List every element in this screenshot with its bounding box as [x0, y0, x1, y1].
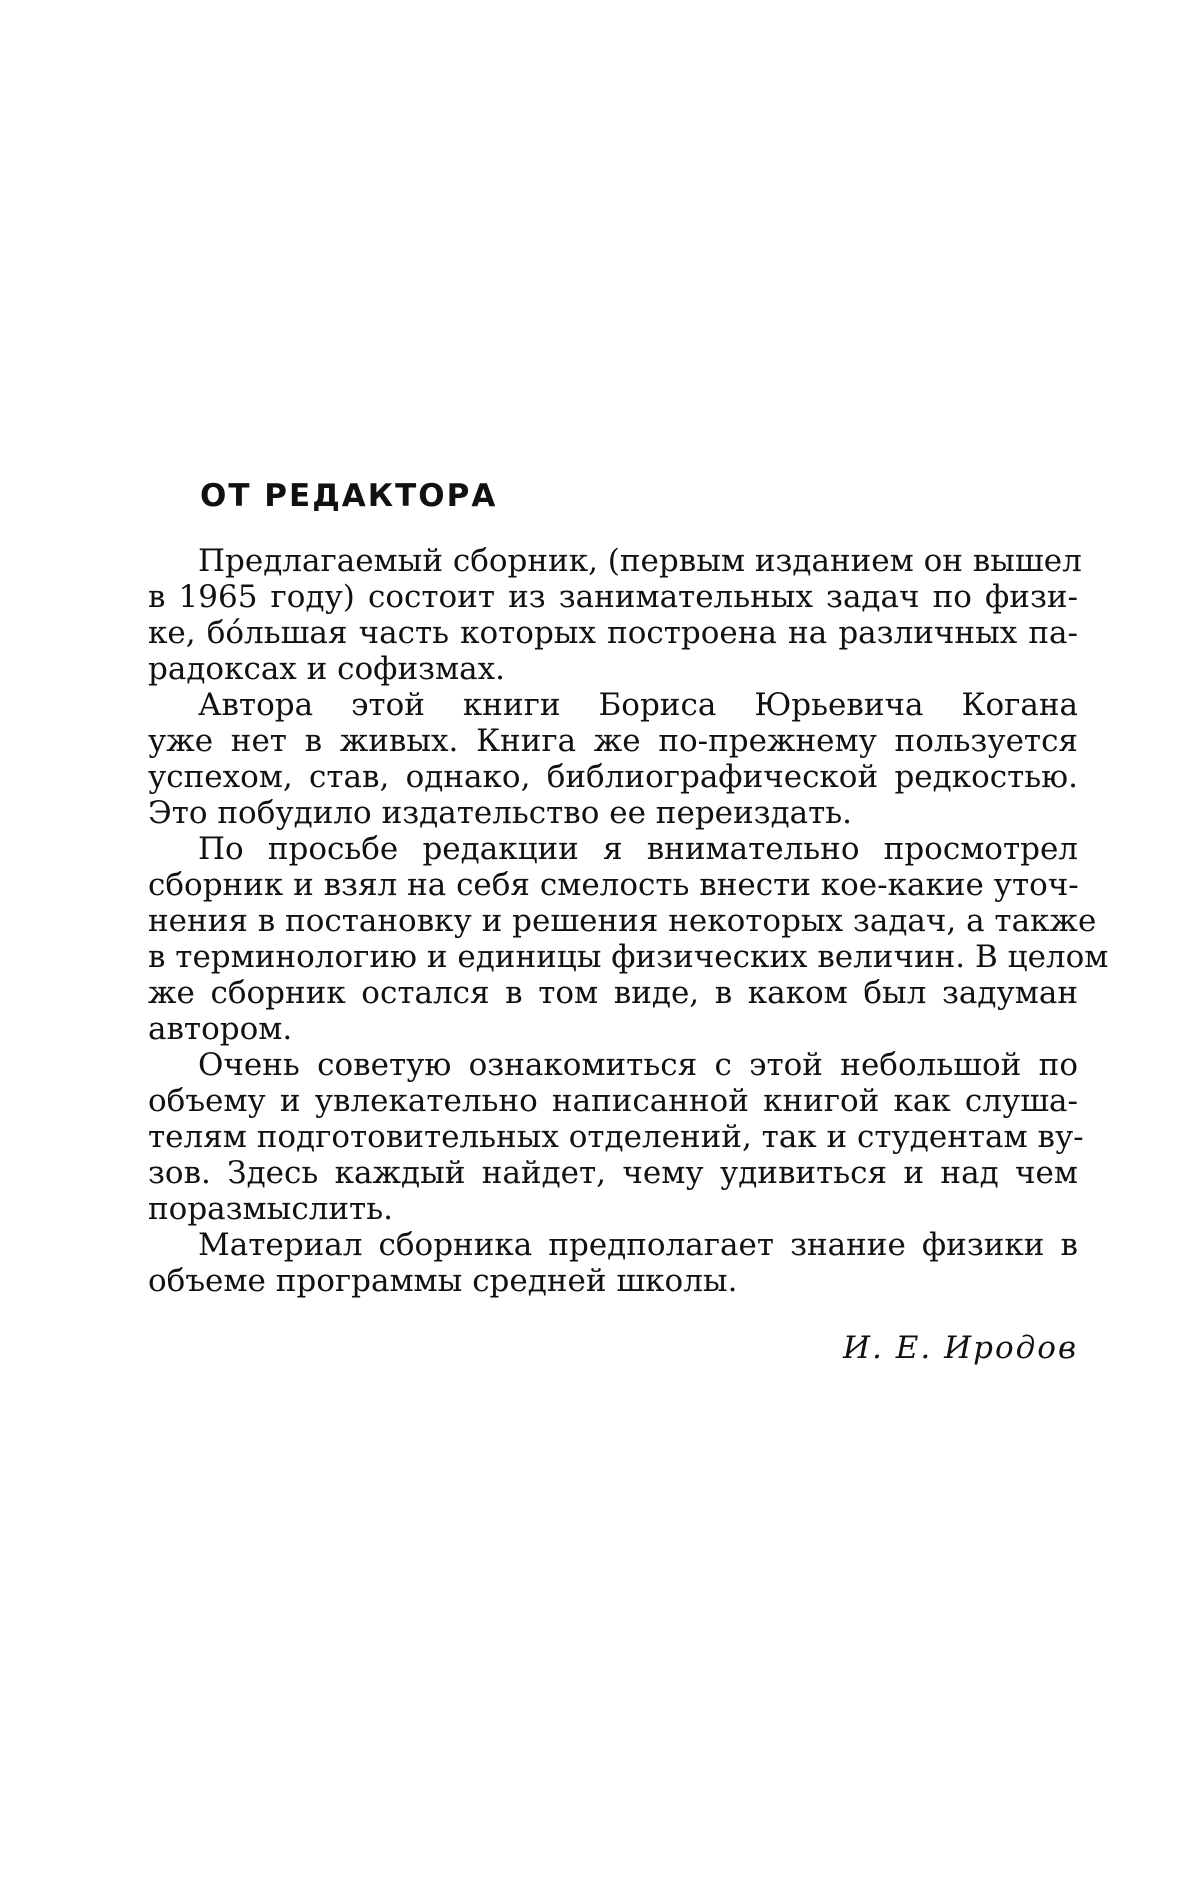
text-line: же сборник остался в том виде, в каком был задуман — [148, 975, 1078, 1011]
text-line: зов. Здесь каждый найдет, чему удивиться и над чем — [148, 1155, 1078, 1191]
text-line: нения в постановку и решения некоторых задач, а также — [148, 903, 1097, 939]
text-line: поразмыслить. — [148, 1191, 393, 1227]
text-line: сборник и взял на себя смелость внести кое-какие уточ- — [148, 867, 1079, 903]
text-line: Предлагаемый сборник, (первым изданием он вышел — [198, 543, 1082, 579]
text-line: телям подготовительных отделений, так и студентам ву- — [148, 1119, 1084, 1155]
editor-signature: И. Е. Иродов — [843, 1330, 1078, 1366]
text-line: Очень советую ознакомиться с этой небольшой по — [198, 1047, 1078, 1083]
text-line: успехом, став, однако, библиографической редкостью. — [148, 759, 1078, 795]
text-line: По просьбе редакции я внимательно просмотрел — [198, 831, 1078, 867]
text-line: автором. — [148, 1011, 293, 1047]
text-line: уже нет в живых. Книга же по-прежнему пользуется — [148, 723, 1078, 759]
text-line: Материал сборника предполагает знание физики в — [198, 1227, 1078, 1263]
text-line: Это побудило издательство ее переиздать. — [148, 795, 853, 831]
text-line: объему и увлекательно написанной книгой как слуша- — [148, 1083, 1078, 1119]
text-line: объеме программы средней школы. — [148, 1263, 738, 1299]
text-line: радоксах и софизмах. — [148, 651, 505, 687]
body-text — [148, 543, 1109, 1299]
text-line: Автора этой книги Бориса Юрьевича Когана — [198, 687, 1078, 723]
text-line: в 1965 году) состоит из занимательных задач по физи- — [148, 579, 1078, 615]
text-line: ке, бóльшая часть которых построена на различных па- — [148, 615, 1078, 651]
text-line: в терминологию и единицы физических величин. В целом — [148, 939, 1109, 975]
section-heading: ОТ РЕДАКТОРА — [200, 478, 498, 514]
